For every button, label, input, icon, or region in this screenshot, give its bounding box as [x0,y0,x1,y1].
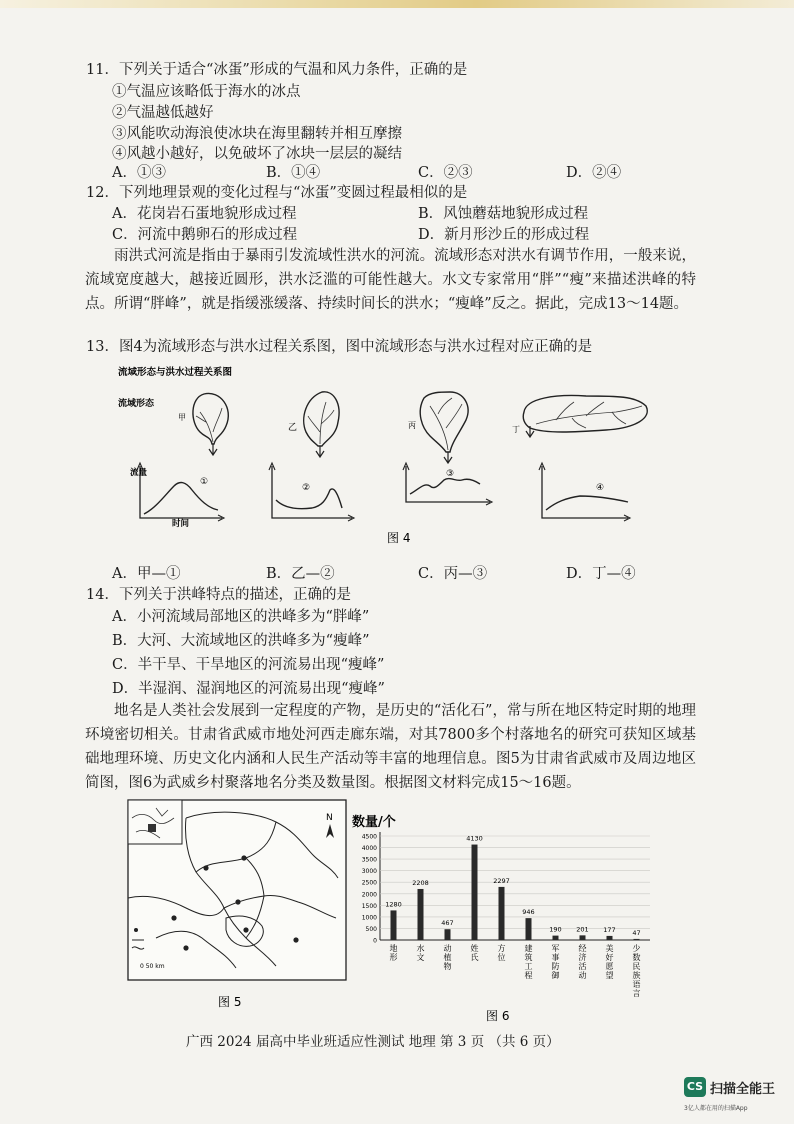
chart-category-label: 族 [632,971,641,980]
chart-category-label: 方 [497,944,506,953]
chart-data-label: 2297 [493,876,510,885]
chart-category-label: 植 [443,953,452,962]
q11-option-c: C．②③ [418,165,473,181]
q11-statement-2: ②气温越低越好 [112,105,214,121]
q11-statement-1: ①气温应该略低于海水的冰点 [112,84,301,100]
chart-bar [526,918,532,940]
chart-data-label: 467 [441,919,454,928]
q12-option-a: A．花岗岩石蛋地貌形成过程 [112,206,297,222]
chart-category-label: 民 [632,962,641,971]
chart-category-label: 言 [632,989,641,998]
figure-6-bar-chart [350,812,662,1030]
passage-flood: 雨洪式河流是指由于暴雨引发流域性洪水的河流。流域形态对洪水有调节作用，一般来说，流域宽度越大，越接近圆形，洪水泛滥的可能性越大。水文专家常用“胖”“瘦”来描述洪峰的特点。所谓“胖峰”，就是指缓涨缓落、持续时间长的洪水；“瘦峰”反之。据此，完成13～14题。 [85,248,696,312]
scanner-app-logo [684,1077,784,1117]
chart-y-tick-label: 0 [373,937,377,945]
chart-category-label: 好 [605,953,614,962]
chart-category-label: 动 [578,971,587,980]
hydrograph-3 [403,463,492,505]
fig4-shape-label: 流域形态 [118,399,155,409]
basin-label-jia: 甲 [178,413,186,422]
q14-option-b: B．大河、大流域地区的洪峰多为“瘦峰” [112,633,370,649]
q12-option-b: B．风蚀蘑菇地貌形成过程 [418,206,589,222]
q11-option-b: B．①④ [266,165,321,181]
page-footer: 广西 2024 届高中毕业班适应性测试 地理 第 3 页 （共 6 页） [186,1034,560,1050]
chart-category-label: 筑 [524,953,533,962]
chart-y-tick-label: 2000 [361,891,377,899]
q11-stem: 11．下列关于适合“冰蛋”形成的气温和风力条件，正确的是 [86,62,468,78]
map-scale-bar: 0 50 km [140,963,165,970]
chart-bar [472,845,478,940]
q14-option-c: C．半干旱、干旱地区的河流易出现“瘦峰” [112,657,385,673]
chart-category-label: 工 [524,962,533,971]
fig4-time-label: 时间 [172,519,190,529]
q13-option-d: D．丁—④ [566,566,636,582]
chart-y-tick-label: 1500 [361,902,377,910]
chart-category-label: 数 [632,953,641,962]
q13-option-b: B．乙—② [266,566,335,582]
chart-data-label: 201 [576,925,589,934]
basin-label-ding: 丁 [512,425,520,434]
chart-category-label: 经 [578,944,587,953]
chart-data-label: 1280 [385,900,402,909]
chart-category-label: 济 [578,953,587,962]
figure-4-basin-flood [116,362,656,544]
chart-data-label: 946 [522,908,535,917]
logo-name: 扫描全能王 [710,1082,776,1097]
chart-data-label: 2208 [412,878,429,887]
chart-bar [553,936,559,940]
chart-y-tick-label: 4500 [361,833,377,841]
chart-category-label: 物 [443,962,452,971]
q13-stem: 13．图4为流域形态与洪水过程关系图，图中流域形态与洪水过程对应正确的是 [86,339,593,355]
curve-label-4: ④ [596,483,605,493]
basin-ding [512,396,647,437]
chart-category-label: 水 [416,944,425,953]
chart-category-label: 位 [497,953,506,962]
chart-bar [499,887,505,940]
curve-label-2: ② [302,483,311,493]
chart-category-label: 语 [632,980,641,989]
chart-category-label: 姓 [470,944,479,953]
basin-bing [408,392,468,463]
chart-category-label: 形 [389,953,398,962]
logo-subtitle: 3亿人都在用的扫描App [684,1105,748,1112]
chart-category-label: 防 [551,962,560,971]
q12-option-d: D．新月形沙丘的形成过程 [418,227,590,243]
fig4-flow-label: 流量 [130,468,148,478]
map-inset [128,800,182,844]
q14-stem: 14．下列关于洪峰特点的描述，正确的是 [86,587,351,603]
chart-y-tick-label: 3000 [361,868,377,876]
chart-bar [607,936,613,940]
fig4-title: 流域形态与洪水过程关系图 [118,367,233,378]
q14-option-d: D．半湿润、湿润地区的河流易出现“瘦峰” [112,681,385,697]
chart-y-tick-label: 1000 [361,914,377,922]
curve-label-3: ③ [446,469,455,479]
chart-bar [580,935,586,940]
q11-option-a: A．①③ [112,165,166,181]
q11-statement-4: ④风越小越好，以免破坏了冰块一层层的凝结 [112,146,402,162]
basin-yi [288,392,339,457]
chart-category-label: 御 [551,971,560,980]
chart-data-label: 190 [549,925,562,934]
top-edge-strip [0,0,794,8]
chart-data-label: 4130 [466,834,483,843]
q13-option-a: A．甲—① [112,566,181,582]
chart-category-label: 少 [632,944,641,953]
chart-ylabel: 数量/个 [352,815,396,830]
q12-stem: 12．下列地理景观的变化过程与“冰蛋”变圆过程最相似的是 [86,185,468,201]
chart-data-label: 47 [632,928,641,937]
curve-label-1: ① [200,477,209,487]
chart-category-label: 军 [551,944,560,953]
hydrograph-4 [539,463,630,521]
chart-y-tick-label: 2500 [361,879,377,887]
chart-data-label: 177 [603,925,616,934]
chart-y-tick-label: 3500 [361,856,377,864]
basin-label-bing: 丙 [408,421,416,430]
chart-category-label: 活 [578,962,587,971]
chart-bar [391,910,397,940]
hydrograph-2 [269,463,354,521]
q11-option-d: D．②④ [566,165,622,181]
chart-y-tick-label: 500 [365,925,377,933]
q14-option-a: A．小河流域局部地区的洪峰多为“胖峰” [112,609,370,625]
hydrograph-1 [130,463,224,529]
chart-category-label: 地 [389,944,398,953]
chart-category-label: 愿 [605,962,614,971]
chart-category-label: 望 [605,971,614,980]
chart-category-label: 程 [524,971,533,980]
chart-category-label: 建 [524,944,533,953]
basin-jia [178,393,228,455]
fig6-caption: 图 6 [486,1009,510,1023]
chart-category-label: 文 [416,953,425,962]
q12-option-c: C．河流中鹅卵石的形成过程 [112,227,298,243]
chart-category-label: 动 [443,944,452,953]
fig5-caption: 图 5 [218,995,242,1009]
fig4-caption: 图 4 [387,531,411,544]
chart-y-tick-label: 4000 [361,845,377,853]
svg-text:N: N [326,813,333,823]
chart-bar [634,939,640,940]
chart-bar [418,889,424,940]
figure-5-wuwei-map [126,798,350,1020]
chart-bar [445,929,451,940]
passage-place-names: 地名是人类社会发展到一定程度的产物，是历史的“活化石”，常与所在地区特定时期的地理环境密切相关。甘肃省武威市地处河西走廊东端，对其7800多个村落地名的研究可获知区域基础地理环境、历史文化内涵和人民生产活动等丰富的地理信息。图5为甘肃省武威市及周边地区简图，图6为武威乡村聚落地名分类及数量图。根据图文材料完成15～16题。 [85,703,696,791]
chart-category-label: 事 [551,953,560,962]
chart-category-label: 美 [605,944,614,953]
q13-option-c: C．丙—③ [418,566,488,582]
q11-statement-3: ③风能吹动海浪使冰块在海里翻转并相互摩擦 [112,126,402,142]
basin-label-yi: 乙 [288,423,298,433]
chart-category-label: 氏 [470,953,479,962]
cs-logo-icon: CS [684,1077,706,1097]
